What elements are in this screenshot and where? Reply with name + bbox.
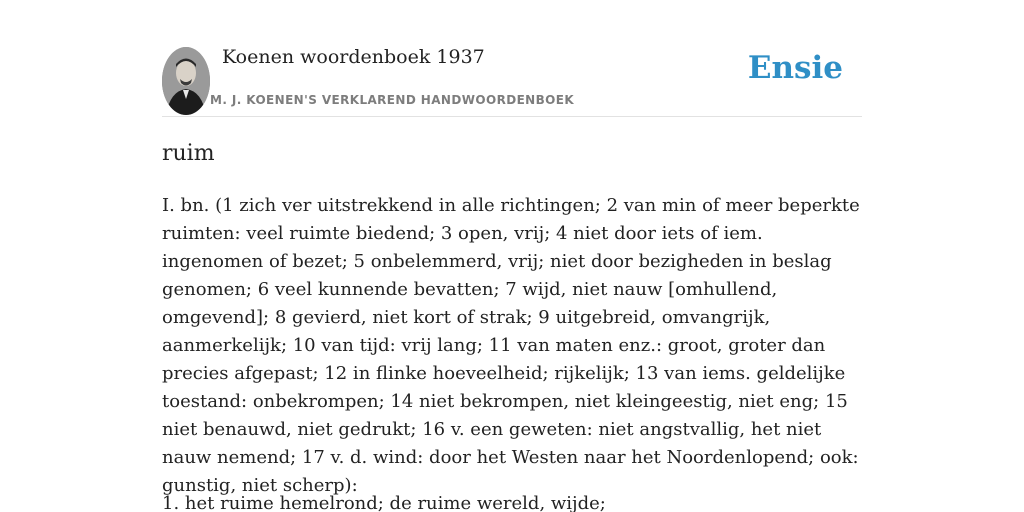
book-subtitle: M. J. KOENEN'S VERKLAREND HANDWOORDENBOEK [210,93,575,107]
ensie-logo-link[interactable]: Ensie [747,50,843,86]
portrait-image [162,47,210,115]
dictionary-header [162,0,862,117]
author-portrait-icon[interactable] [162,47,210,115]
entry-headword: ruim [162,141,215,166]
entry-definition: I. bn. (1 zich ver uitstrekkend in alle richtingen; 2 van min of meer beperkte ruimten: veel ruimte biedend; 3 open, vrij; 4 niet door iets of iem. ingenomen of bezet; 5 onbelemmerd, vrij; niet door bezigheden in beslag genomen; 6 veel kunnende bevatten; 7 wijd, niet nauw [omhullend, omgevend]; 8 gevierd, niet kort of strak; 9 uitgebreid, omvangrijk, aanmerkelijk; 10 van tijd: vrij lang; 11 van maten enz.: groot, groter dan precies afgepast; 12 in flinke hoeveelheid; rijkelijk; 13 van iems. geldelijke toestand: onbekrompen; 14 niet bekrompen, niet kleingeestig, niet eng; 15 niet benauwd, niet gedrukt; 16 v. een geweten: niet angstvallig, het niet nauw nemend; 17 v. d. wind: door het Westen naar het Noordenlopend; ook: gunstig, niet scherp): [162,195,860,496]
book-title[interactable]: Koenen woordenboek 1937 [222,46,485,68]
entry-example: 1. het ruime hemelrond; de ruime wereld, wijde; [162,493,606,512]
